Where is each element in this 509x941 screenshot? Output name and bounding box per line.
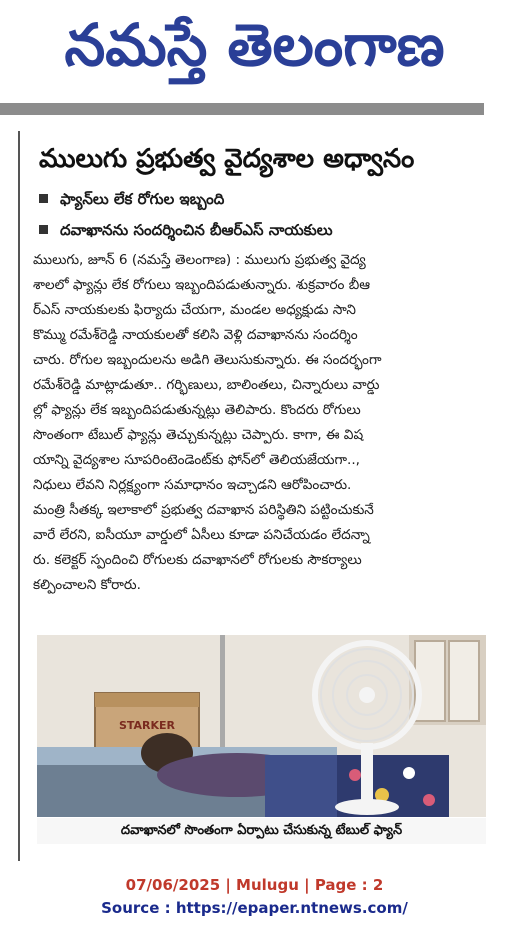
article-body [33,248,488,598]
body-line: కల్పించాలని కోరారు. [33,577,141,593]
article-headline: ములుగు ప్రభుత్వ వైద్యశాల అధ్వానం [39,144,415,174]
subhead-2 [39,219,333,241]
body-line: కొమ్ము రమేశ్‌రెడ్డి నాయకులతో కలిసి వెళ్లి దవాఖానను సందర్శిం [33,327,358,343]
footer-date-edition: 07/06/2025 | Mulugu | Page : 2 [125,876,384,894]
masthead-title: నమస్తే తెలంగాణ [64,11,445,79]
photo-caption: దవాఖానలో సొంతంగా ఏర్పాటు చేసుకున్న టేబుల్ ఫ్యాన్ [37,818,486,844]
masthead-divider [0,103,484,115]
masthead [0,0,509,98]
body-line: రు. కలెక్టర్ స్పందించి రోగులకు దవాఖానలో రోగులకు సౌకర్యాలు [33,552,362,568]
clip-left-rule [18,131,20,861]
subhead-1 [39,188,224,210]
body-line: సొంతంగా టేబుల్ ఫ్యాన్లు తెచ్చుకున్నట్లు చెప్పారు. కాగా, ఈ విష [33,427,364,443]
body-line: శాలలో ఫ్యాన్లు లేక రోగులు ఇబ్బందిపడుతున్నారు. శుక్రవారం బీఆ [33,277,371,293]
footer-source: Source : https://epaper.ntnews.com/ [101,899,408,917]
body-line: వారే లేరని, ఐసీయూ వార్డులో ఏసీలు కూడా పనిచేయడం లేదన్నా [33,527,370,543]
body-line: యాన్ని వైద్యశాల సూపరింటెండెంట్‌కు ఫోన్‌లో తెలియజేయగా.., [33,452,360,468]
body-line: ర్‌ఎస్ నాయకులకు ఫిర్యాదు చేయగా, మండల అధ్యక్షుడు సాని [33,302,356,318]
body-line: ములుగు, జూన్ 6 (నమస్తే తెలంగాణ) : ములుగు ప్రభుత్వ వైద్య [33,252,366,268]
hospital-ward-illustration [37,635,486,817]
body-line: మంత్రి సీతక్క ఇలాకాలో ప్రభుత్వ దవాఖాన పరిస్థితిని పట్టించుకునే [33,502,374,518]
hospital-photo [37,635,486,817]
bullet-icon [39,194,48,203]
body-line: చారు. రోగుల ఇబ్బందులను అడిగి తెలుసుకున్నారు. ఈ సందర్భంగా [33,352,382,368]
subhead-2-text: దవాఖానను సందర్శించిన బీఆర్‌ఎస్ నాయకులు [60,221,333,239]
body-line: రమేశ్‌రెడ్డి మాట్లాడుతూ.. గర్భిణులు, బాలింతలు, చిన్నారులు వార్డు [33,377,380,393]
subhead-1-text: ఫ్యాన్‌లు లేక రోగుల ఇబ్బంది [60,190,225,208]
box-label: STARKER [118,719,176,732]
body-line: ల్లో ఫ్యాన్లు లేక ఇబ్బందిపడుతున్నట్లు తెలిపారు. కొందరు రోగులు [33,402,361,418]
bullet-icon [39,225,48,234]
body-line: నిధులు లేవని నిర్లక్ష్యంగా సమాధానం ఇచ్చాడని ఆరోపించారు. [33,477,352,493]
